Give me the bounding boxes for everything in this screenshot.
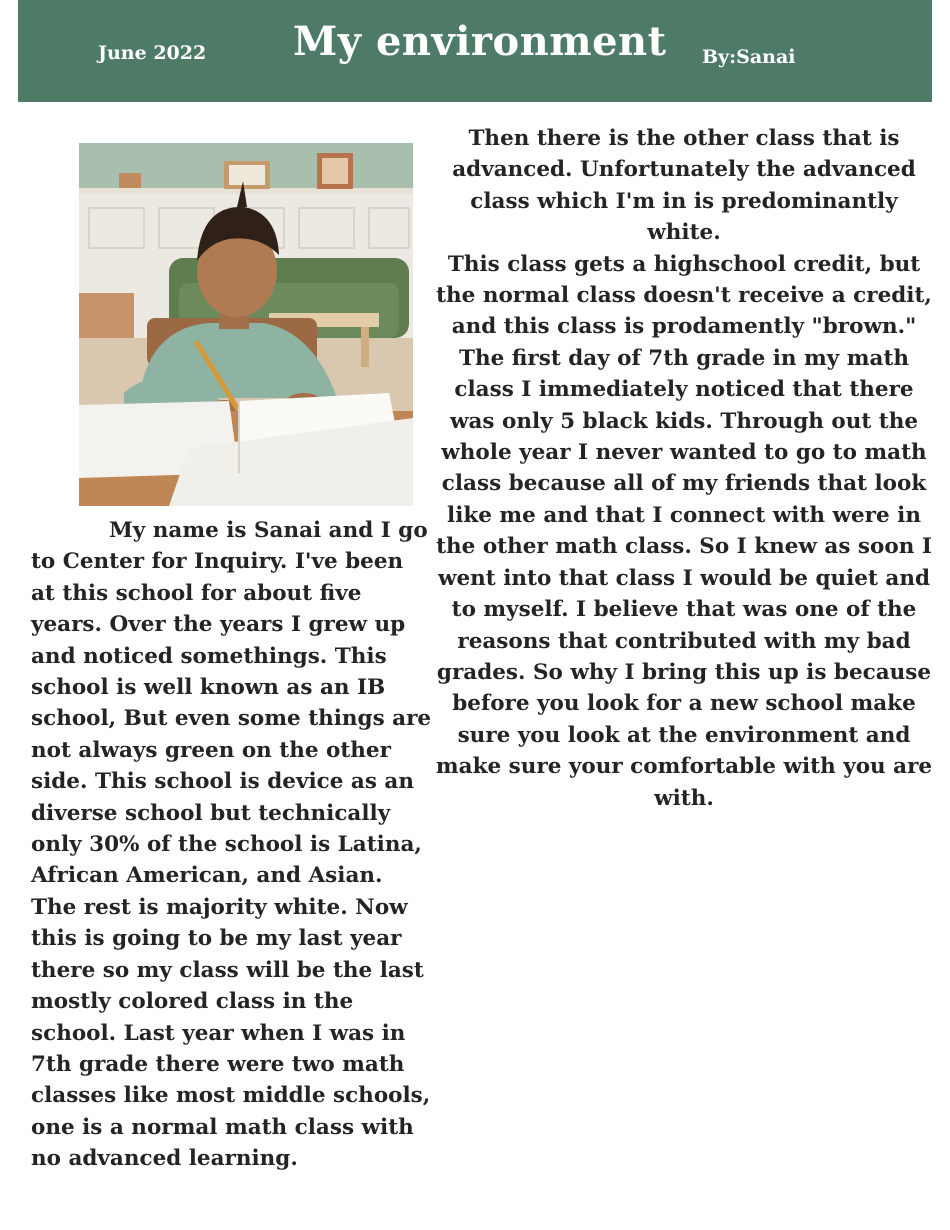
- right-column: [432, 123, 936, 814]
- left-column: [31, 515, 433, 1175]
- advanced-class-paragraph: Then there is the other class that is advanced. Unfortunately the advanced class which I'm in is predominantly white.: [452, 126, 916, 246]
- page-title: My environment: [293, 18, 667, 65]
- header-banner: [18, 0, 932, 102]
- photo-illustration: [79, 143, 413, 506]
- author-byline: By:Sanai: [702, 46, 796, 68]
- issue-date: June 2022: [98, 42, 207, 64]
- intro-paragraph: My name is Sanai and I go to Center for Inquiry. I've been at this school for about five years. Over the years I grew up and noticed somethings. This school is well known as an IB school, But even some things are not always green on the other side. This school is device as an diverse school but technically only 30% of the school is Latina, African American, and Asian. The rest is majority white. Now this is going to be my last year there so my class will be the last mostly colored class in the school. Last year when I was in 7th grade there were two math classes like most middle schools, one is a normal math class with no advanced learning.: [31, 518, 432, 1172]
- child-writing-photo: [79, 143, 413, 506]
- credit-paragraph: This class gets a highschool credit, but the normal class doesn't receive a credit, and this class is prodamently "brown." The first day of 7th grade in my math class I immediately noticed that there was only 5 black kids. Through out the whole year I never wanted to go to math class because all of my friends that look like me and that I connect with were in the other math class. So I knew as soon I went into that class I would be quiet and to myself. I believe that was one of the reasons that contributed with my bad grades. So why I bring this up is because before you look for a new school make sure you look at the environment and make sure your comfortable with you are with.: [435, 251, 933, 811]
